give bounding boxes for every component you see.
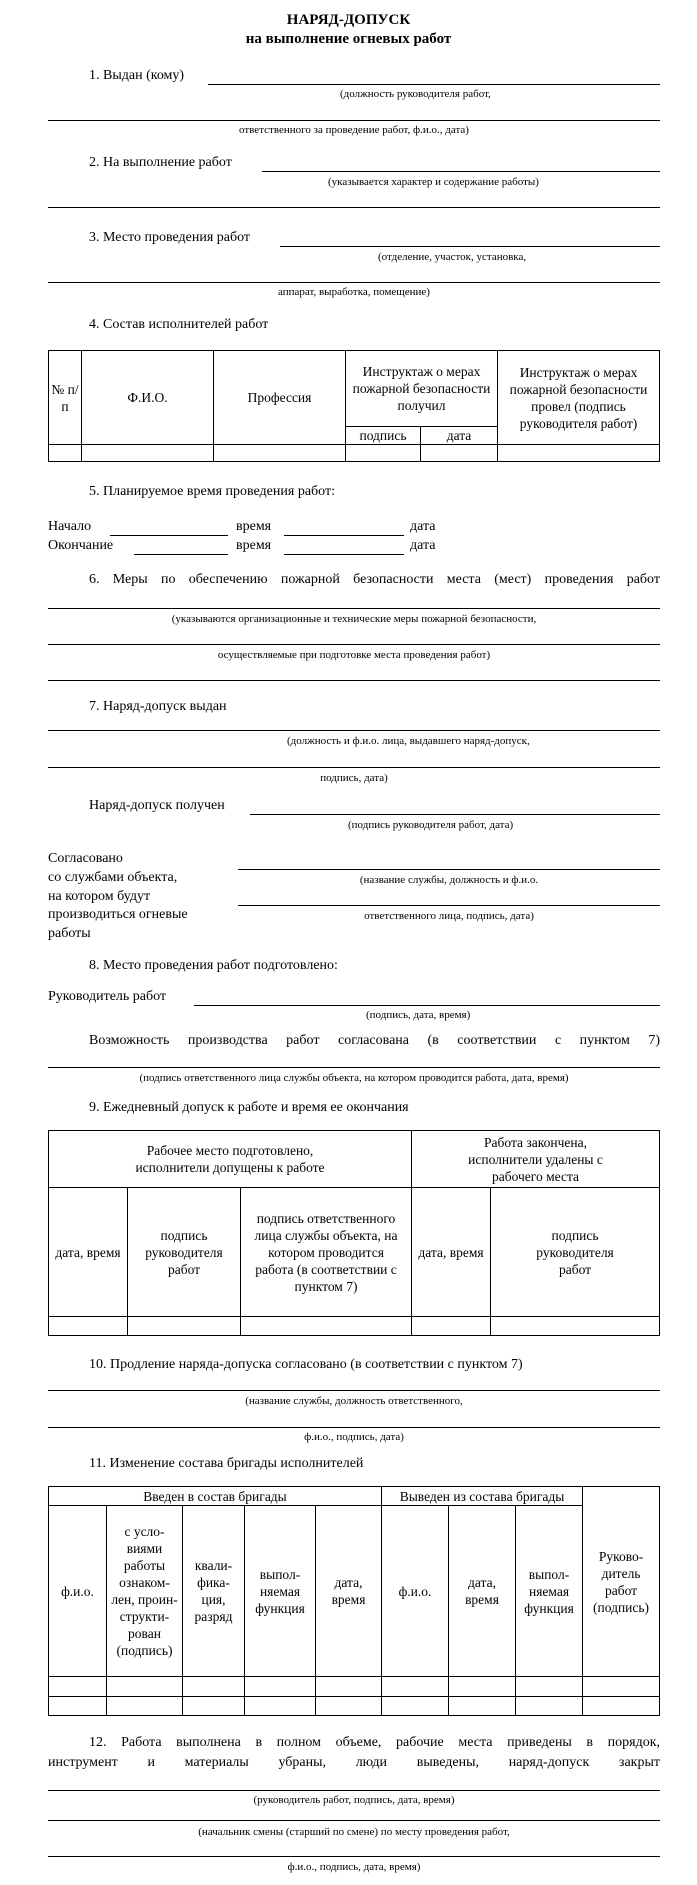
s6-line1[interactable] <box>48 608 660 609</box>
s1-line1[interactable] <box>208 84 660 85</box>
s12-line-c[interactable] <box>48 1856 660 1857</box>
s3-hint2: аппарат, выработка, помещение) <box>278 286 430 298</box>
s5-start-line[interactable] <box>110 535 228 536</box>
s9-group2: Работа закончена, исполнители удалены с рабочего места <box>412 1131 660 1188</box>
s10-hint1: (название службы, должность ответственного, <box>245 1395 463 1407</box>
s7-agreed-hint2: ответственного лица, подпись, дата) <box>364 910 534 922</box>
s11-in-qual: квали- фика- ция, разряд <box>183 1506 245 1677</box>
s12-hint3: ф.и.о., подпись, дата, время) <box>287 1861 421 1873</box>
s2-line2[interactable] <box>48 207 660 208</box>
s5-end-time: время <box>236 538 272 553</box>
s11-out-fio: ф.и.о. <box>382 1506 449 1677</box>
s4-table <box>48 350 660 462</box>
s4-col-prof: Профессия <box>214 351 346 445</box>
s5-start-time: время <box>236 519 272 534</box>
s1-hint1: (должность руководителя работ, <box>340 88 491 100</box>
s7-agreed-hint1: (название службы, должность и ф.и.о. <box>359 874 539 886</box>
s7-hint1: (должность и ф.и.о. лица, выдавшего наряд-допуск, <box>287 735 530 747</box>
document-title: НАРЯД-ДОПУСК <box>286 12 411 28</box>
s4-col-fio: Ф.И.О. <box>82 351 214 445</box>
s11-in-fio: ф.и.о. <box>49 1506 107 1677</box>
s5-start: Начало <box>48 519 92 534</box>
s7-received-line[interactable] <box>250 814 660 815</box>
s5-start-date: дата <box>410 519 436 534</box>
s7-agreed-line: на котором будут <box>48 888 151 904</box>
s8-label: 8. Место проведения работ подготовлено: <box>89 958 338 973</box>
table-row[interactable] <box>49 1317 660 1336</box>
s3-hint1: (отделение, участок, установка, <box>378 251 527 263</box>
s4-col-date: дата <box>421 427 498 445</box>
s7-agreed <box>48 850 188 944</box>
s4-col-instr-gave: Инструктаж о мерах пожарной безопасности провел (подпись руководителя работ) <box>498 351 660 445</box>
s6-hint2: осуществляемые при подготовке места проведения работ) <box>217 649 491 661</box>
s2-line1[interactable] <box>262 171 660 172</box>
s10-hint2: ф.и.о., подпись, дата) <box>304 1431 404 1443</box>
s9-c5: подпись руководителя работ <box>491 1188 660 1317</box>
s7-agreed-line2[interactable] <box>238 905 660 906</box>
s11-in-instr: с усло- виями работы ознаком- лен, проин- структи- рован (подпись) <box>107 1506 183 1677</box>
s7-received: Наряд-допуск получен <box>89 798 225 813</box>
s4-col-instr-got: Инструктаж о мерах пожарной безопасности получил <box>346 351 498 427</box>
s7-label: 7. Наряд-допуск выдан <box>89 699 227 714</box>
s3-line2[interactable] <box>48 282 660 283</box>
s9-c1: дата, время <box>49 1188 128 1317</box>
document-subtitle: на выполнение огневых работ <box>245 31 452 47</box>
s5-start-time-line[interactable] <box>284 535 404 536</box>
s8-possibility-hint: (подпись ответственного лица службы объекта, на котором проводится работа, дата, время) <box>139 1072 569 1084</box>
s10-label: 10. Продление наряда-допуска согласовано (в соответствии с пунктом 7) <box>89 1357 523 1372</box>
s3-label: 3. Место проведения работ <box>89 230 251 245</box>
table-row[interactable] <box>49 1677 660 1697</box>
s7-hint2: подпись, дата) <box>320 772 388 784</box>
s9-label: 9. Ежедневный допуск к работе и время ее окончания <box>89 1100 409 1115</box>
s5-end-date: дата <box>410 538 436 553</box>
s2-label: 2. На выполнение работ <box>89 155 232 170</box>
s7-received-hint: (подпись руководителя работ, дата) <box>348 819 514 831</box>
s1-line2[interactable] <box>48 120 660 121</box>
s7-agreed-line: производиться огневые <box>48 907 188 923</box>
s4-col-num: № п/п <box>49 351 82 445</box>
s9-c4: дата, время <box>412 1188 491 1317</box>
s9-group1: Рабочее место подготовлено, исполнители допущены к работе <box>49 1131 412 1188</box>
s7-line1[interactable] <box>48 730 660 731</box>
s12-line1: 12. Работа выполнена в полном объеме, рабочие места приведены в порядок, <box>89 1735 660 1750</box>
s12-line-b[interactable] <box>48 1820 660 1821</box>
s8-possibility: Возможность производства работ согласована (в соответствии с пунктом 7) <box>89 1033 660 1048</box>
s12-hint1: (руководитель работ, подпись, дата, время) <box>253 1794 455 1806</box>
s3-line1[interactable] <box>280 246 660 247</box>
s11-manager: Руково- дитель работ (подпись) <box>583 1487 660 1677</box>
s4-col-sign: подпись <box>346 427 421 445</box>
s12-line2: инструмент и материалы убраны, люди выведены, наряд-допуск закрыт <box>48 1755 660 1770</box>
s10-line2[interactable] <box>48 1427 660 1428</box>
s11-in-date: дата, время <box>316 1506 382 1677</box>
s9-c2: подпись руководителя работ <box>128 1188 241 1317</box>
s11-out-group: Выведен из состава бригады <box>382 1487 583 1506</box>
s8-manager: Руководитель работ <box>48 989 167 1004</box>
s7-agreed-line: работы <box>48 926 91 942</box>
s2-hint: (указывается характер и содержание работы) <box>328 176 539 188</box>
s7-agreed-line: со службами объекта, <box>48 869 178 885</box>
s11-label: 11. Изменение состава бригады исполнителей <box>89 1456 364 1471</box>
s7-agreed-line: Согласовано <box>48 851 123 866</box>
s6-label: 6. Меры по обеспечению пожарной безопасности места (мест) проведения работ <box>89 572 660 587</box>
s5-end: Окончание <box>48 538 114 553</box>
s11-in-group: Введен в состав бригады <box>49 1487 382 1506</box>
s6-line3[interactable] <box>48 680 660 681</box>
s12-hint2: (начальник смены (старший по смене) по месту проведения работ, <box>198 1826 510 1838</box>
s1-label: 1. Выдан (кому) <box>89 68 185 83</box>
s9-table <box>48 1130 660 1336</box>
s1-hint2: ответственного за проведение работ, ф.и.о., дата) <box>239 124 469 136</box>
s12-line-a[interactable] <box>48 1790 660 1791</box>
table-row[interactable] <box>49 445 660 462</box>
s5-end-time-line[interactable] <box>284 554 404 555</box>
s8-manager-line[interactable] <box>194 1005 660 1006</box>
s11-table <box>48 1486 660 1716</box>
s11-out-func: выпол- няемая функция <box>516 1506 583 1677</box>
s11-in-func: выпол- няемая функция <box>245 1506 316 1677</box>
s8-manager-hint: (подпись, дата, время) <box>366 1009 471 1021</box>
table-row[interactable] <box>49 1697 660 1716</box>
s8-possibility-line[interactable] <box>48 1067 660 1068</box>
s11-out-date: дата, время <box>449 1506 516 1677</box>
s4-label: 4. Состав исполнителей работ <box>89 317 269 332</box>
s9-c3: подпись ответственного лица службы объекта, на котором проводится работа (в соответствии с пунктом 7) <box>241 1188 412 1317</box>
s5-label: 5. Планируемое время проведения работ: <box>89 484 335 499</box>
s7-agreed-line1[interactable] <box>238 869 660 870</box>
s5-end-line[interactable] <box>134 554 228 555</box>
s7-line2[interactable] <box>48 767 660 768</box>
s10-line1[interactable] <box>48 1390 660 1391</box>
s6-line2[interactable] <box>48 644 660 645</box>
s6-hint1: (указываются организационные и технические меры пожарной безопасности, <box>171 613 537 625</box>
